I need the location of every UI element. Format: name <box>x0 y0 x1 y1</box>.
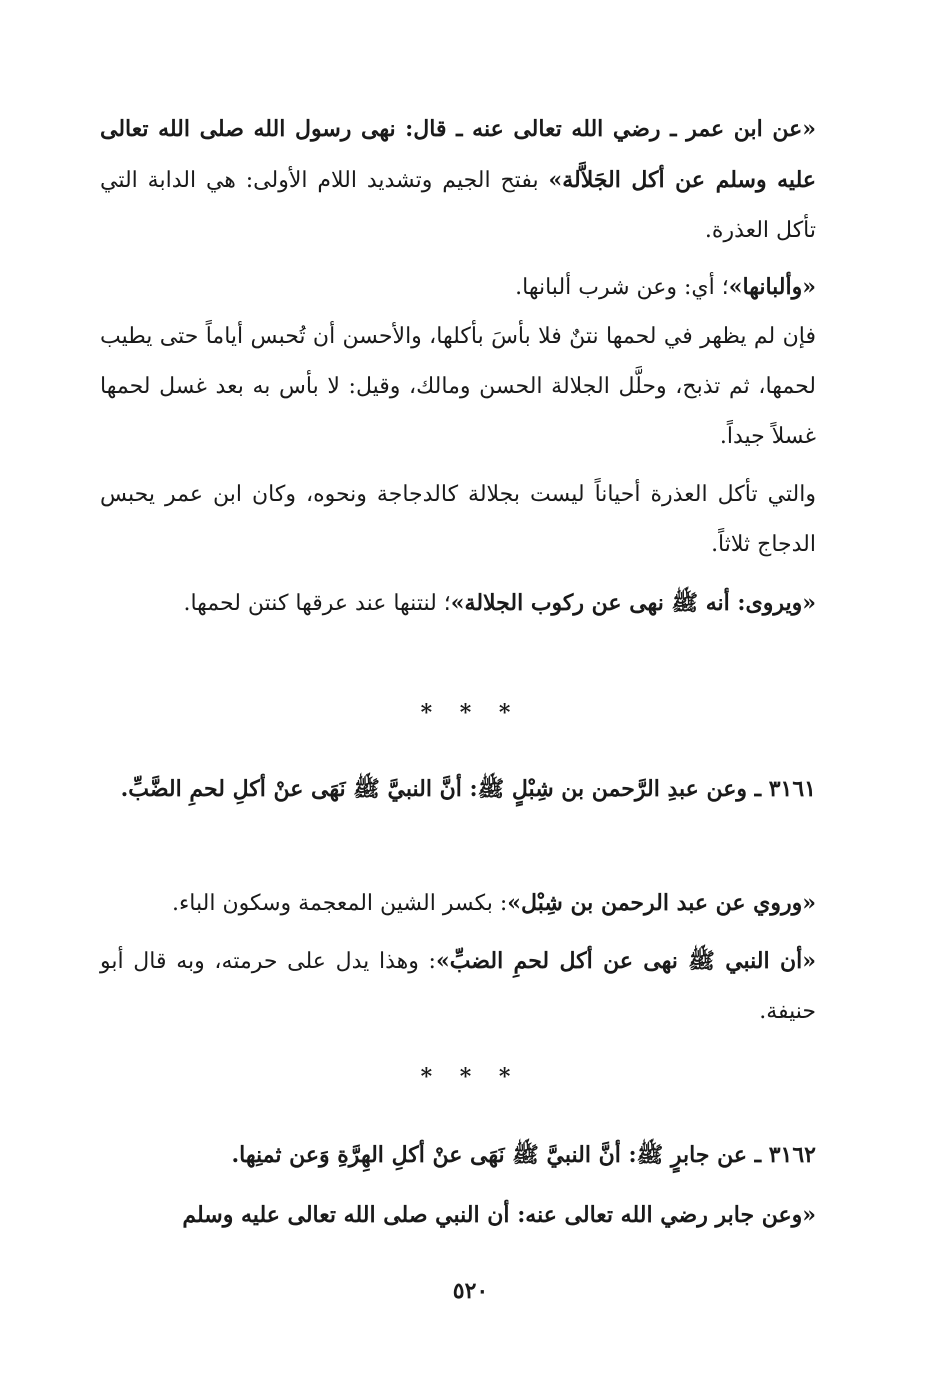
hadith-text: ٣١٦١ ـ وعن عبدِ الرَّحمن بن شِبْلٍ ﷺ: أنَّ النبيَّ ﷺ نَهَى عنْ أكلِ لحمِ الضَّبِّ. <box>120 776 816 802</box>
paragraph-narrator <box>100 878 816 929</box>
paragraph-jallala-hadith <box>100 104 816 256</box>
hadith-3162 <box>100 1130 816 1181</box>
commentary-text: ؛ لنتنها عند عرقها كنتن لحمها. <box>183 591 451 616</box>
paragraph-dabb <box>100 936 816 1037</box>
section-divider: * * * <box>420 700 521 726</box>
hadith-quote: «ويروى: أنه ﷺ نهى عن ركوب الجلالة» <box>450 590 816 616</box>
hadith-quote: «عن ابن عمر ـ رضي الله تعالى عنه ـ قال: نهى رسول الله صلى الله تعالى عليه وسلم عن أكل الجَلاَّلة» <box>100 116 816 193</box>
hadith-quote: «أن النبي ﷺ نهى عن أكل لحمِ الضبِّ» <box>435 948 816 974</box>
section-divider: * * * <box>420 1064 521 1090</box>
paragraph-milk <box>100 262 816 313</box>
page-number: ٥٢٠ <box>452 1278 489 1304</box>
hadith-3161 <box>100 764 816 815</box>
paragraph-chickens <box>100 470 816 570</box>
hadith-text: ٣١٦٢ ـ عن جابرٍ ﷺ: أنَّ النبيَّ ﷺ نَهَى عنْ أكلِ الهِرَّةِ وَعن ثمنِها. <box>231 1142 816 1168</box>
paragraph-riding <box>100 578 816 629</box>
hadith-quote: «وألبانها» <box>728 274 816 300</box>
commentary-text: : بكسر الشين المعجمة وسكون الباء. <box>171 891 508 916</box>
paragraph-ruling <box>100 312 816 462</box>
commentary-text: بفتح الجيم وتشديد اللام الأولى: هي الدابة التي تأكل العذرة. <box>100 168 816 243</box>
commentary-text: : وهذا يدل على حرمته، وبه قال أبو حنيفة. <box>100 949 816 1024</box>
commentary-text: فإن لم يظهر في لحمها نتنٌ فلا بأسَ بأكلها، والأحسن أن تُحبس أياماً حتى يطيب لحمها، ثم تذبح، وحلَّل الجلالة الحسن ومالك، وقيل: لا بأس به بعد غسل لحمها غسلاً جيداً. <box>100 324 817 449</box>
paragraph-jabir <box>100 1190 816 1241</box>
hadith-quote: «وعن جابر رضي الله تعالى عنه: أن النبي صلى الله تعالى عليه وسلم <box>182 1202 816 1228</box>
commentary-text: والتي تأكل العذرة أحياناً ليست بجلالة كالدجاجة ونحوه، وكان ابن عمر يحبس الدجاج ثلاثاً. <box>100 482 816 557</box>
hadith-quote: «وروي عن عبد الرحمن بن شِبْل» <box>507 890 816 916</box>
commentary-text: ؛ أي: وعن شرب ألبانها. <box>515 275 729 300</box>
